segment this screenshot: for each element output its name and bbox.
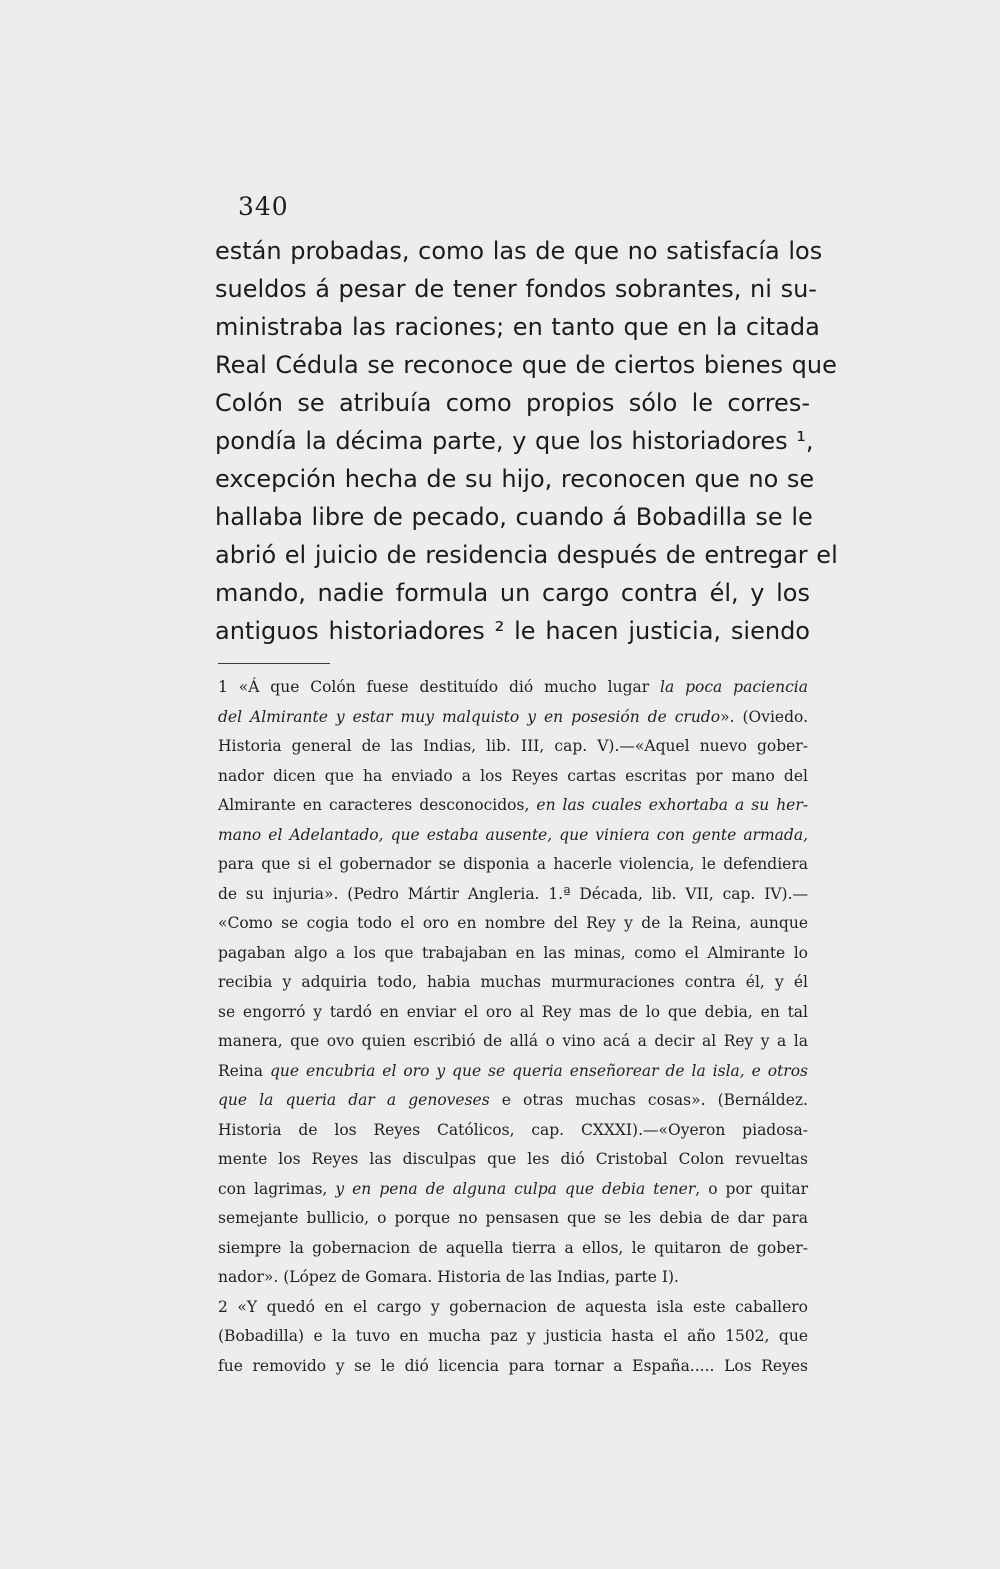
text-run: e otras muchas cosas». (Bernáldez. xyxy=(489,1091,808,1109)
italic-text: y en pena de alguna culpa que debia tener xyxy=(335,1179,696,1198)
footnote-line xyxy=(218,703,808,733)
text-run: «Como se cogia todo el oro en nombre del Rey y de la Reina, aunque xyxy=(218,914,808,932)
text-run: Historia de los Reyes Católicos, cap. CXXXI).—«Oyeron piadosa- xyxy=(218,1120,808,1139)
body-line: pondía la décima parte, y que los historiadores ¹, xyxy=(215,427,814,455)
text-run: 1 «Á que Colón fuese destituído dió mucho lugar xyxy=(218,678,661,696)
text-run: pagaban algo a los que trabajaban en las minas, como el Almirante lo xyxy=(218,943,808,962)
text-run: para que si el gobernador se disponia a hacerle violencia, le defendiera xyxy=(218,855,808,873)
footnote-line xyxy=(218,880,808,910)
footnote-line xyxy=(218,998,808,1028)
page-number: 340 xyxy=(238,192,289,221)
body-line: están probadas, como las de que no satisfacía los xyxy=(215,237,823,265)
text-run: Reina xyxy=(218,1061,270,1080)
footnote-line xyxy=(218,1086,808,1116)
text-run: fue removido y se le dió licencia para tornar a España..... Los Reyes xyxy=(218,1356,808,1375)
footnote-line xyxy=(218,1204,808,1234)
footnote-line xyxy=(218,1234,808,1264)
italic-text: que encubria el oro y que se queria enseñorear de la isla, e otros xyxy=(269,1061,809,1080)
footnote-line xyxy=(218,762,808,792)
body-line: abrió el juicio de residencia después de entregar el xyxy=(215,541,838,569)
footnote-line xyxy=(218,673,808,703)
text-run: 2 «Y quedó en el cargo y gobernacion de aquesta isla este caballero xyxy=(218,1297,808,1316)
footnote-1 xyxy=(218,673,808,1293)
italic-text: en las cuales exhortaba a su her- xyxy=(536,796,808,814)
footnote-line xyxy=(218,1263,808,1293)
footnote-line xyxy=(218,968,808,998)
text-run: siempre la gobernacion de aquella tierra a ellos, le quitaron de gober- xyxy=(218,1238,808,1257)
body-line: antiguos historiadores ² le hacen justicia, siendo xyxy=(215,617,810,645)
text-run: con lagrimas, xyxy=(218,1179,336,1198)
main-text xyxy=(215,232,838,650)
text-run: mente los Reyes las disculpas que les dió Cristobal Colon revueltas xyxy=(218,1150,808,1168)
footnote-line xyxy=(218,732,808,762)
footnote-line xyxy=(218,1293,808,1323)
text-run: manera, que ovo quien escribió de allá o vino acá a decir al Rey y a la xyxy=(218,1032,808,1050)
footnote-line xyxy=(218,791,808,821)
italic-text: la poca paciencia xyxy=(660,678,808,696)
footnote-line xyxy=(218,909,808,939)
body-line: Colón se atribuía como propios sólo le corres- xyxy=(215,389,810,417)
text-run: semejante bullicio, o porque no pensasen que se les debia de dar para xyxy=(218,1209,808,1227)
text-run: recibia y adquiria todo, habia muchas murmuraciones contra él, y él xyxy=(218,973,808,991)
footnote-line xyxy=(218,1057,808,1087)
footnote-line xyxy=(218,1116,808,1146)
italic-text: del Almirante y estar muy malquisto y en posesión de crudo xyxy=(218,707,721,726)
footnote-rule xyxy=(218,663,330,664)
body-line: hallaba libre de pecado, cuando á Bobadilla se le xyxy=(215,503,813,531)
footnote-line xyxy=(218,1322,808,1352)
body-line: ministraba las raciones; en tanto que en la citada xyxy=(215,313,820,341)
text-run: nador dicen que ha enviado a los Reyes cartas escritas por mano del xyxy=(218,766,808,785)
footnote-line xyxy=(218,850,808,880)
body-line: Real Cédula se reconoce que de ciertos bienes que xyxy=(215,351,837,379)
body-line: excepción hecha de su hijo, reconocen que no se xyxy=(215,465,815,493)
text-run: nador». (López de Gomara. Historia de las Indias, parte I). xyxy=(218,1268,679,1286)
text-run: Historia general de las Indias, lib. III, cap. V).—«Aquel nuevo gober- xyxy=(218,737,808,755)
footnote-line xyxy=(218,1352,808,1382)
text-run: (Bobadilla) e la tuvo en mucha paz y justicia hasta el año 1502, que xyxy=(218,1327,808,1345)
body-line: sueldos á pesar de tener fondos sobrantes, ni su- xyxy=(215,275,817,303)
text-run: Almirante en caracteres desconocidos, xyxy=(218,796,537,814)
body-line: mando, nadie formula un cargo contra él, y los xyxy=(215,579,810,607)
footnote-line xyxy=(218,1175,808,1205)
text-run: de su injuria». (Pedro Mártir Angleria. 1.ª Década, lib. VII, cap. IV).— xyxy=(218,884,808,903)
text-run: se engorró y tardó en enviar el oro al Rey mas de lo que debia, en tal xyxy=(218,1002,808,1021)
footnotes xyxy=(218,673,808,1381)
text-run: , o por quitar xyxy=(695,1179,808,1198)
footnote-line xyxy=(218,1145,808,1175)
footnote-line xyxy=(218,939,808,969)
italic-text: mano el Adelantado, que estaba ausente, que viniera con gente armada, xyxy=(218,825,808,844)
text-run: ». (Oviedo. xyxy=(720,707,808,726)
footnote-2 xyxy=(218,1293,808,1382)
italic-text: que la queria dar a genoveses xyxy=(218,1091,490,1109)
footnote-line xyxy=(218,821,808,851)
footnote-line xyxy=(218,1027,808,1057)
